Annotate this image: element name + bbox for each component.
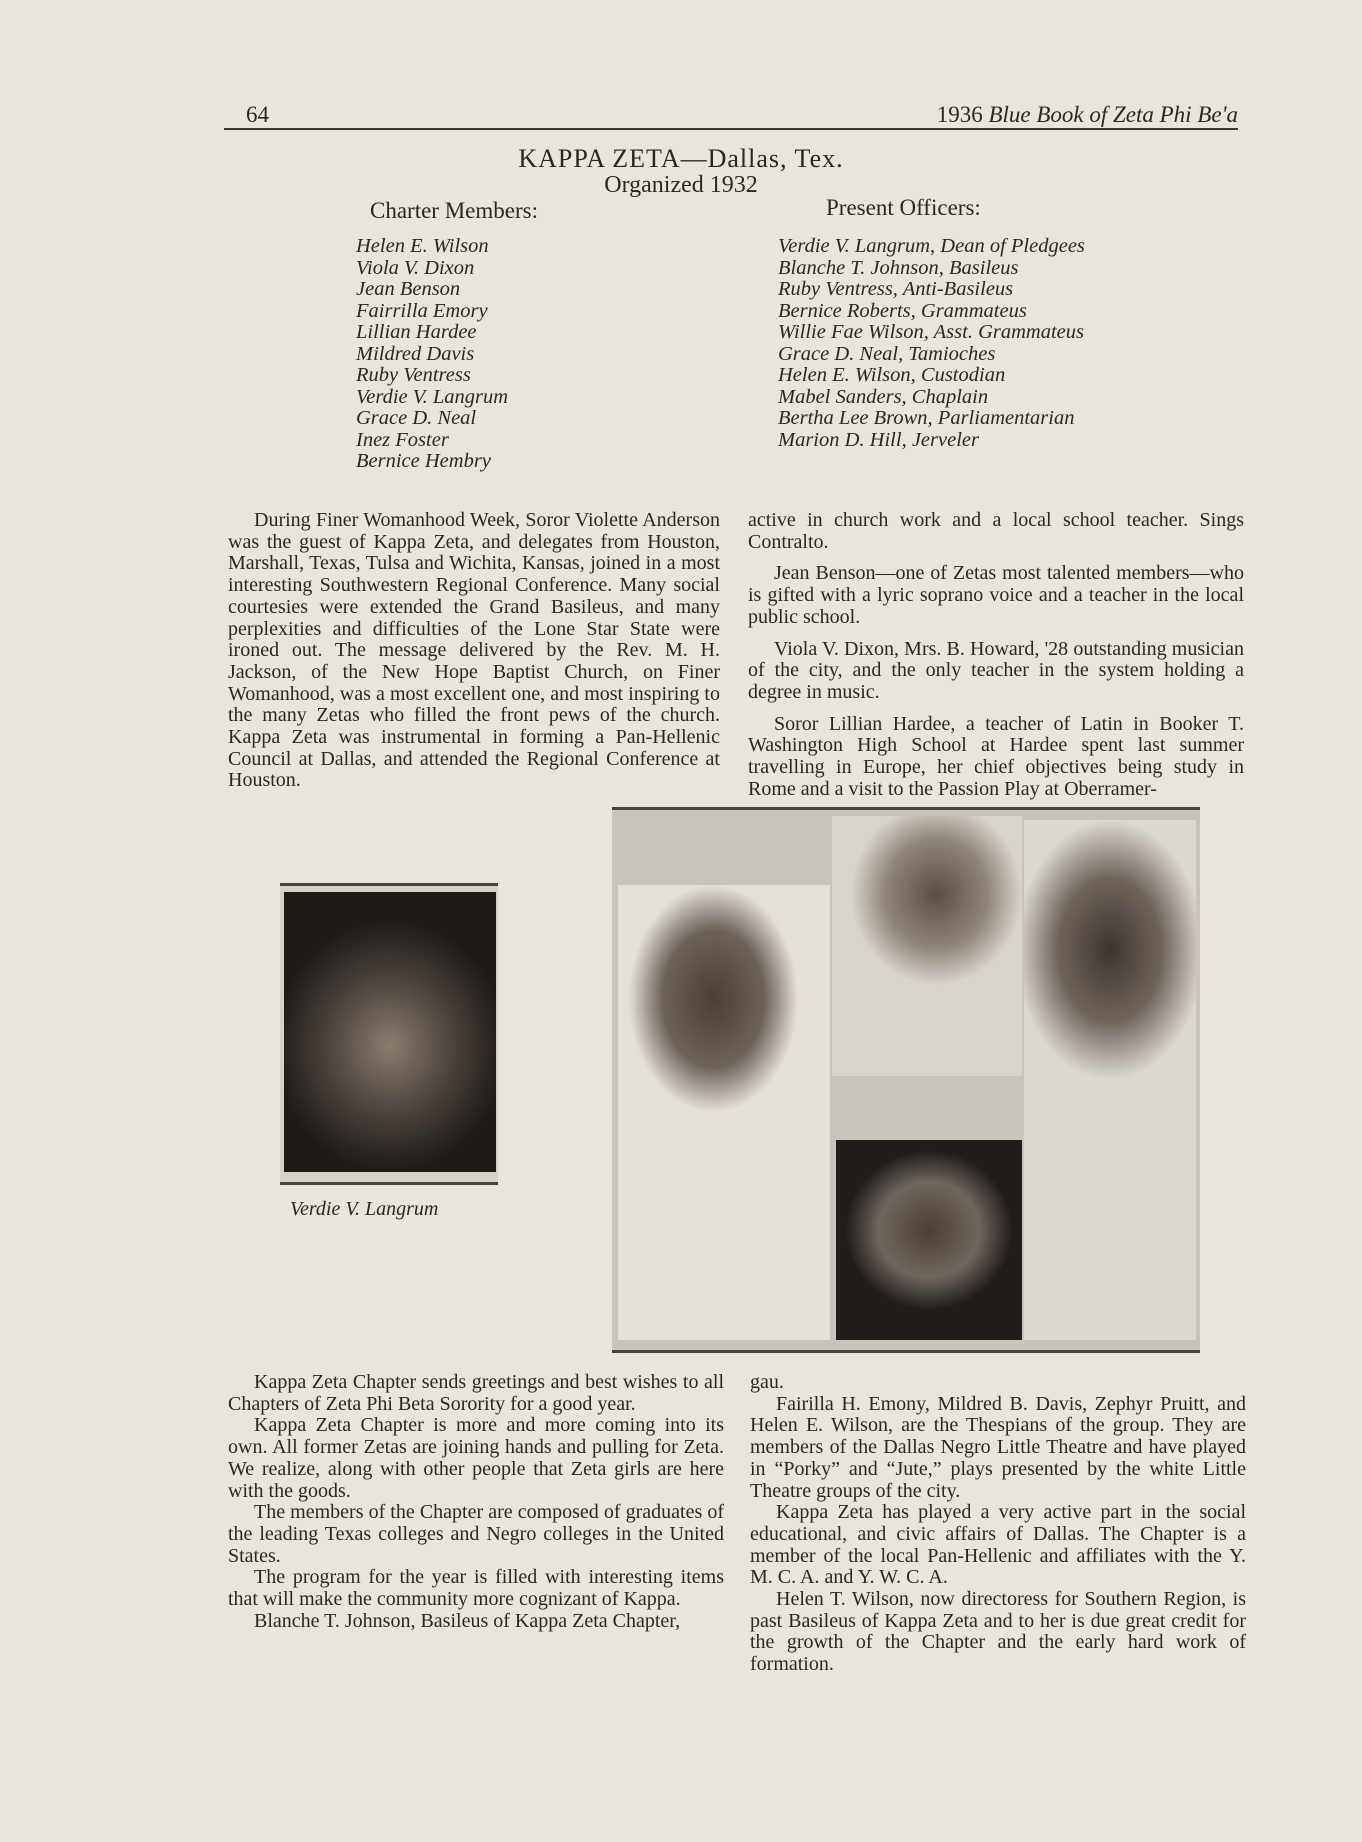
paragraph: gau. [750, 1371, 784, 1393]
book-title: Blue Book of Zeta Phi Be'a [988, 102, 1238, 127]
officer: Blanche T. Johnson, Basileus [778, 256, 1019, 279]
charter-member: Grace D. Neal [356, 407, 477, 429]
chapter-title: KAPPA ZETA—Dallas, Tex. [518, 144, 844, 173]
paragraph: The members of the Chapter are composed of graduates of the leading Texas colleges and Negro colleges in the United States. [228, 1501, 724, 1567]
paragraph: active in church work and a local school teacher. Sings Contralto. [748, 509, 1244, 553]
collage-portrait [832, 816, 1022, 1076]
photo-collage [612, 807, 1200, 1353]
officer: Bertha Lee Brown, Parliamentarian [778, 407, 1075, 429]
charter-member: Ruby Ventress [356, 364, 471, 386]
header-rule [224, 128, 1238, 130]
officer: Helen E. Wilson, Custodian [778, 364, 1006, 386]
running-title [937, 102, 1238, 128]
paragraph: Kappa Zeta Chapter sends greetings and best wishes to all Chapters of Zeta Phi Beta Sorority for a good year. [228, 1371, 724, 1415]
charter-member: Lillian Hardee [356, 321, 477, 343]
charter-member: Jean Benson [356, 278, 461, 300]
collage-portrait [1024, 820, 1196, 1340]
page-number: 64 [246, 102, 269, 127]
charter-member: Bernice Hembry [356, 450, 491, 472]
officer: Verdie V. Langrum, Dean of Pledgees [778, 235, 1085, 257]
charter-member: Mildred Davis [356, 342, 475, 365]
officer: Willie Fae Wilson, Asst. Grammateus [778, 321, 1084, 343]
paragraph: Viola V. Dixon, Mrs. B. Howard, '28 outstanding musician of the city, and the only teacher in the system holding a degree in music. [748, 637, 1244, 703]
charter-member: Viola V. Dixon [356, 256, 475, 279]
collage-portrait [618, 885, 830, 1340]
collage-portrait [836, 1140, 1022, 1340]
officer: Mabel Sanders, Chaplain [778, 385, 989, 408]
present-officers-list [778, 236, 1085, 451]
body-lower-left [228, 1372, 724, 1632]
paragraph: During Finer Womanhood Week, Soror Violette Anderson was the guest of Kappa Zeta, and delegates from Houston, Marshall, Texas, Tulsa and Wichita, Kansas, joined in a most interesting Southwestern Regional Conference. Many social courtesies were extended the Grand Basileus, and many perplexities and difficulties of the Lone Star State were ironed out. The message delivered by the Rev. M. H. Jackson, of the New Hope Baptist Church, on Finer Womanhood, was a most excellent one, and most inspiring to the many Zetas who filled the front pews of the church. Kappa Zeta was instrumental in forming a Pan-Hellenic Council at Dallas, and attended the Regional Conference at Houston. [228, 509, 720, 792]
running-header [224, 98, 1238, 130]
paragraph: Jean Benson—one of Zetas most talented members—who is gifted with a lyric soprano voice and a teacher in the local public school. [748, 562, 1244, 628]
body-upper-right [748, 510, 1244, 800]
charter-member: Inez Foster [356, 428, 449, 451]
present-officers-heading: Present Officers: [826, 195, 981, 220]
portrait-image [284, 892, 496, 1172]
charter-members-list [356, 236, 508, 473]
portrait-photo [280, 883, 498, 1185]
body-lower-right [750, 1372, 1246, 1676]
paragraph: Helen T. Wilson, now directoress for Southern Region, is past Basileus of Kappa Zeta and to her is due great credit for the growth of the Chapter and the early hard work of formation. [750, 1588, 1246, 1676]
charter-member: Fairrilla Emory [356, 299, 488, 322]
organized-year: Organized 1932 [604, 172, 758, 198]
officer: Bernice Roberts, Grammateus [778, 299, 1027, 322]
officer: Grace D. Neal, Tamioches [778, 342, 996, 365]
photo-caption: Verdie V. Langrum [290, 1198, 439, 1220]
paragraph: Blanche T. Johnson, Basileus of Kappa Zeta Chapter, [254, 1609, 681, 1632]
paragraph: Fairilla H. Emony, Mildred B. Davis, Zephyr Pruitt, and Helen E. Wilson, are the Thespians of the group. They are members of the Dallas Negro Little Theatre and have played in “Porky” and “Jute,” plays presented by the white Little Theatre groups of the city. [750, 1392, 1246, 1502]
body-upper-left [228, 510, 720, 792]
charter-members-heading: Charter Members: [370, 198, 538, 223]
paragraph: The program for the year is filled with interesting items that will make the community more cognizant of Kappa. [228, 1566, 724, 1611]
officer: Marion D. Hill, Jerveler [778, 428, 979, 451]
paragraph: Soror Lillian Hardee, a teacher of Latin in Booker T. Washington High School at Hardee spent last summer travelling in Europe, her chief objectives being study in Rome and a visit to the Passion Play at Oberramer- [748, 712, 1244, 800]
paragraph: Kappa Zeta has played a very active part in the social educational, and civic affairs of Dallas. The Chapter is a member of the local Pan-Hellenic and affiliates with the Y. M. C. A. and Y. W. C. A. [750, 1501, 1246, 1589]
charter-member: Helen E. Wilson [356, 235, 489, 257]
charter-member: Verdie V. Langrum [356, 385, 509, 408]
paragraph: Kappa Zeta Chapter is more and more coming into its own. All former Zetas are joining hands and pulling for Zeta. We realize, along with other people that Zeta girls are here with the goods. [228, 1414, 724, 1502]
header-year: 1936 [936, 102, 983, 127]
officer: Ruby Ventress, Anti-Basileus [778, 278, 1014, 300]
